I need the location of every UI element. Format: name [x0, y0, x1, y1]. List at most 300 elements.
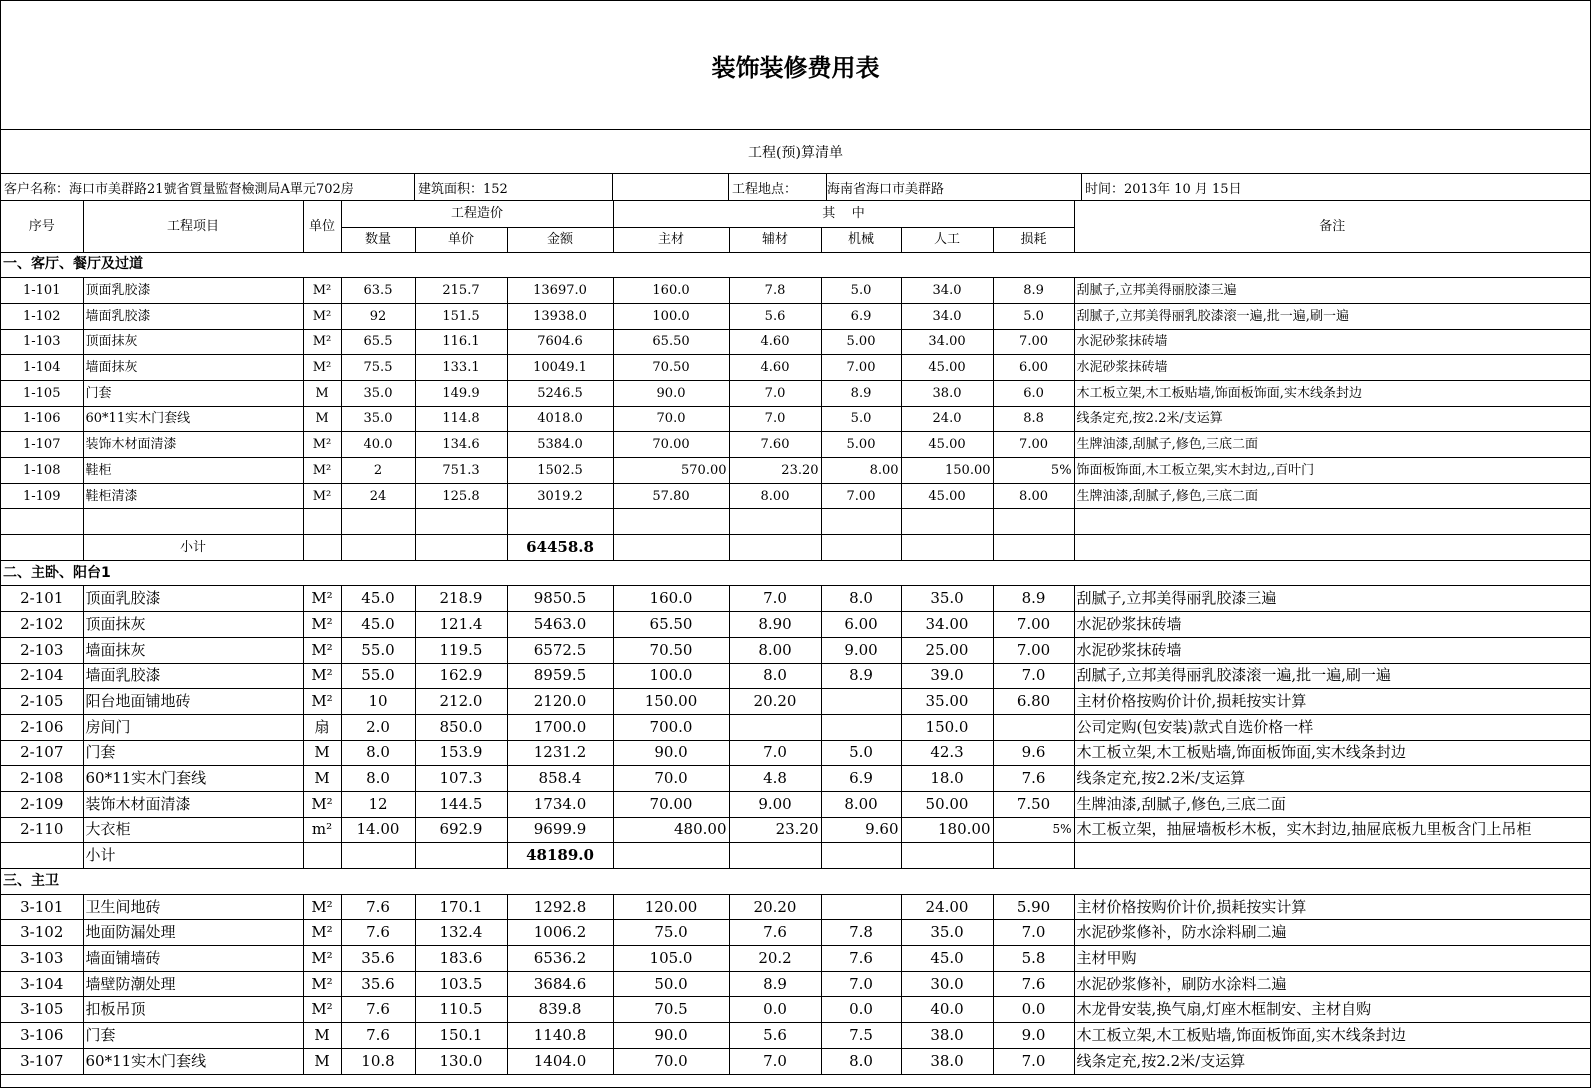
cell-loss: 8.9 [993, 278, 1074, 304]
subtotal-label: 小计 [83, 843, 303, 869]
cell-loss: 6.00 [993, 355, 1074, 381]
cell-amount: 13697.0 [507, 278, 613, 304]
cell-seq: 2-107 [1, 740, 83, 766]
cell-seq: 2-102 [1, 612, 83, 638]
cell-loss: 5% [993, 458, 1074, 484]
cell-unit: M² [303, 637, 341, 663]
cell-price: 215.7 [415, 278, 507, 304]
section-title: 一、客厅、餐厅及过道 [1, 252, 1590, 278]
table-row [1, 483, 1590, 509]
blank-cell [415, 509, 507, 535]
cell-price: 218.9 [415, 586, 507, 612]
cell-seq: 3-106 [1, 1023, 83, 1049]
cell-main: 100.0 [613, 663, 729, 689]
subtotal-label: 小计 [83, 535, 303, 561]
cell-main: 480.00 [613, 817, 729, 843]
cell-main: 120.00 [613, 894, 729, 920]
cell-mach: 8.0 [821, 1048, 901, 1074]
cell-remark: 线条定充,按2.2米/支运算 [1074, 406, 1590, 432]
cell-aux: 20.20 [729, 894, 821, 920]
cell-item: 扣板吊顶 [83, 997, 303, 1023]
cell-aux: 8.9 [729, 971, 821, 997]
cell-labor: 35.00 [901, 689, 993, 715]
header-mach: 机械 [821, 227, 901, 252]
cell-item: 鞋柜 [83, 458, 303, 484]
cell-seq: 3-107 [1, 1048, 83, 1074]
blank-cell [1, 509, 83, 535]
info-row [1, 174, 1590, 201]
table-row [1, 714, 1590, 740]
page-title: 装饰装修费用表 [1, 1, 1590, 130]
cell-aux: 5.6 [729, 1023, 821, 1049]
cell-price: 850.0 [415, 714, 507, 740]
header-item: 工程项目 [83, 201, 303, 252]
cell-item: 60*11实木门套线 [83, 406, 303, 432]
blank-cell [1074, 843, 1590, 869]
cell-unit: M² [303, 278, 341, 304]
cell-loss [993, 714, 1074, 740]
cell-main: 75.0 [613, 920, 729, 946]
blank-cell [993, 509, 1074, 535]
cell-seq: 1-102 [1, 303, 83, 329]
cell-mach: 7.00 [821, 483, 901, 509]
cell-amount: 3684.6 [507, 971, 613, 997]
blank-cell [341, 843, 415, 869]
cell-labor: 18.0 [901, 766, 993, 792]
cell-main: 70.50 [613, 637, 729, 663]
blank-cell [415, 535, 507, 561]
cell-labor: 34.00 [901, 612, 993, 638]
subtotal-amount: 64458.8 [507, 535, 613, 561]
cell-seq: 1-101 [1, 278, 83, 304]
cell-remark: 生牌油漆,刮腻子,修色,三底二面 [1074, 791, 1590, 817]
cell-labor: 150.0 [901, 714, 993, 740]
header-remark: 备注 [1074, 201, 1590, 252]
cell-aux: 8.00 [729, 637, 821, 663]
cell-aux: 7.0 [729, 740, 821, 766]
cell-price: 119.5 [415, 637, 507, 663]
cell-aux: 20.20 [729, 689, 821, 715]
cell-price: 121.4 [415, 612, 507, 638]
header-seq: 序号 [1, 201, 83, 252]
cell-labor: 45.0 [901, 946, 993, 972]
cell-seq: 2-110 [1, 817, 83, 843]
cell-loss: 7.50 [993, 791, 1074, 817]
cell-mach: 0.0 [821, 997, 901, 1023]
cell-unit: M² [303, 663, 341, 689]
cell-item: 顶面乳胶漆 [83, 586, 303, 612]
blank-cell [729, 509, 821, 535]
cell-unit: 扇 [303, 714, 341, 740]
cell-aux: 7.0 [729, 380, 821, 406]
cell-price: 130.0 [415, 1048, 507, 1074]
cell-main: 100.0 [613, 303, 729, 329]
cell-aux: 5.6 [729, 303, 821, 329]
cell-remark: 线条定充,按2.2米/支运算 [1074, 766, 1590, 792]
cell-mach: 7.8 [821, 920, 901, 946]
cell-remark: 线条定充,按2.2米/支运算 [1074, 1048, 1590, 1074]
table-row [1, 355, 1590, 381]
cell-loss: 5.8 [993, 946, 1074, 972]
cell-main: 70.50 [613, 355, 729, 381]
cell-qty: 12 [341, 791, 415, 817]
cell-remark: 木龙骨安装,换气扇,灯座木框制安、主材自购 [1074, 997, 1590, 1023]
cell-qty: 75.5 [341, 355, 415, 381]
blank-cell [993, 843, 1074, 869]
cell-unit: M² [303, 612, 341, 638]
cell-price: 153.9 [415, 740, 507, 766]
cell-mach: 8.00 [821, 458, 901, 484]
cell-amount: 5384.0 [507, 432, 613, 458]
cell-seq: 1-104 [1, 355, 83, 381]
cell-loss: 5% [993, 817, 1074, 843]
cell-labor: 45.00 [901, 355, 993, 381]
cell-qty: 65.5 [341, 329, 415, 355]
table-row [1, 920, 1590, 946]
cell-aux: 0.0 [729, 997, 821, 1023]
blank-cell [901, 843, 993, 869]
cell-remark: 水泥砂浆修补，防水涂料刷二遍 [1074, 920, 1590, 946]
cell-loss: 8.9 [993, 586, 1074, 612]
client-name: 客户名称：海口市美群路21號省質量監督檢測局A單元702房 [1, 174, 415, 200]
cell-qty: 35.6 [341, 946, 415, 972]
table-row [1, 817, 1590, 843]
cell-unit: M² [303, 432, 341, 458]
header-cost: 工程造价 [341, 201, 613, 227]
cell-aux: 8.90 [729, 612, 821, 638]
header-unit: 单位 [303, 201, 341, 252]
cell-mach: 7.6 [821, 946, 901, 972]
cell-loss: 5.90 [993, 894, 1074, 920]
cell-mach: 8.0 [821, 586, 901, 612]
cell-item: 地面防漏处理 [83, 920, 303, 946]
cell-remark: 水泥砂浆抹砖墙 [1074, 612, 1590, 638]
cell-mach: 6.00 [821, 612, 901, 638]
cell-unit: M [303, 380, 341, 406]
cell-remark: 主材价格按购价计价,损耗按实计算 [1074, 689, 1590, 715]
cell-aux: 7.0 [729, 406, 821, 432]
cell-seq: 2-104 [1, 663, 83, 689]
cell-price: 133.1 [415, 355, 507, 381]
table-row [1, 997, 1590, 1023]
cell-remark: 刮腻子,立邦美得丽胶漆三遍 [1074, 278, 1590, 304]
cell-labor: 35.0 [901, 920, 993, 946]
cell-labor: 25.00 [901, 637, 993, 663]
table-row [1, 740, 1590, 766]
cell-main: 57.80 [613, 483, 729, 509]
cell-remark: 生牌油漆,刮腻子,修色,三底二面 [1074, 432, 1590, 458]
site-label: 工程地点： [729, 174, 827, 200]
cell-qty: 45.0 [341, 612, 415, 638]
blank-cell [83, 509, 303, 535]
table-row [1, 432, 1590, 458]
table-row [1, 303, 1590, 329]
cell-mach: 5.0 [821, 406, 901, 432]
cell-seq: 2-105 [1, 689, 83, 715]
cell-loss: 5.0 [993, 303, 1074, 329]
blank-cell [901, 535, 993, 561]
cell-price: 107.3 [415, 766, 507, 792]
cell-aux: 23.20 [729, 817, 821, 843]
cell-labor: 34.00 [901, 329, 993, 355]
cell-remark: 刮腻子,立邦美得丽乳胶漆滚一遍,批一遍,刷一遍 [1074, 303, 1590, 329]
cell-unit: M [303, 766, 341, 792]
cell-item: 墙面乳胶漆 [83, 663, 303, 689]
cell-price: 103.5 [415, 971, 507, 997]
header-main: 主材 [613, 227, 729, 252]
blank-cell [821, 535, 901, 561]
cell-amount: 6572.5 [507, 637, 613, 663]
cell-amount: 5246.5 [507, 380, 613, 406]
cell-item: 鞋柜清漆 [83, 483, 303, 509]
cell-main: 65.50 [613, 612, 729, 638]
cell-item: 顶面抹灰 [83, 612, 303, 638]
cell-qty: 7.6 [341, 894, 415, 920]
cell-qty: 14.00 [341, 817, 415, 843]
cell-remark: 刮腻子,立邦美得丽乳胶漆滚一遍,批一遍,刷一遍 [1074, 663, 1590, 689]
cell-qty: 35.0 [341, 380, 415, 406]
cell-mach: 8.9 [821, 663, 901, 689]
cell-labor: 38.0 [901, 1023, 993, 1049]
cell-labor: 38.0 [901, 380, 993, 406]
cell-loss: 7.0 [993, 663, 1074, 689]
cell-unit: M² [303, 355, 341, 381]
cell-aux: 7.8 [729, 278, 821, 304]
table-row [1, 458, 1590, 484]
cell-aux: 20.2 [729, 946, 821, 972]
cell-seq: 3-104 [1, 971, 83, 997]
cell-aux: 8.00 [729, 483, 821, 509]
cell-amount: 1404.0 [507, 1048, 613, 1074]
blank-cell [1, 535, 83, 561]
cell-remark: 饰面板饰面,木工板立架,实木封边,,百叶门 [1074, 458, 1590, 484]
cell-remark: 公司定购(包安装)款式自选价格一样 [1074, 714, 1590, 740]
cell-item: 顶面乳胶漆 [83, 278, 303, 304]
cell-remark: 水泥砂浆抹砖墙 [1074, 637, 1590, 663]
blank-cell [821, 843, 901, 869]
cell-labor: 50.00 [901, 791, 993, 817]
subtotal-row [1, 535, 1590, 561]
cell-main: 70.0 [613, 1048, 729, 1074]
cell-qty: 92 [341, 303, 415, 329]
cell-item: 阳台地面铺地砖 [83, 689, 303, 715]
header-aux: 辅材 [729, 227, 821, 252]
table-row [1, 612, 1590, 638]
cell-amount: 5463.0 [507, 612, 613, 638]
cell-unit: M² [303, 483, 341, 509]
cell-item: 墙面乳胶漆 [83, 303, 303, 329]
cell-amount: 4018.0 [507, 406, 613, 432]
cell-seq: 2-103 [1, 637, 83, 663]
cell-item: 房间门 [83, 714, 303, 740]
header-loss: 损耗 [993, 227, 1074, 252]
cell-price: 183.6 [415, 946, 507, 972]
cell-qty: 35.6 [341, 971, 415, 997]
section-row [1, 252, 1590, 278]
table-row [1, 637, 1590, 663]
cell-qty: 7.6 [341, 920, 415, 946]
cell-seq: 2-109 [1, 791, 83, 817]
cell-remark: 水泥砂浆修补，刷防水涂料二遍 [1074, 971, 1590, 997]
cell-main: 70.00 [613, 432, 729, 458]
cell-mach: 9.00 [821, 637, 901, 663]
cell-labor: 30.0 [901, 971, 993, 997]
cell-unit: M [303, 1023, 341, 1049]
cell-amount: 8959.5 [507, 663, 613, 689]
cell-unit: M [303, 740, 341, 766]
blank-row [1, 509, 1590, 535]
cell-loss: 7.6 [993, 971, 1074, 997]
cell-item: 墙壁防潮处理 [83, 971, 303, 997]
cell-remark: 主材甲购 [1074, 946, 1590, 972]
cell-amount: 1502.5 [507, 458, 613, 484]
cell-loss: 9.0 [993, 1023, 1074, 1049]
header-amount: 金额 [507, 227, 613, 252]
blank-cell [613, 174, 729, 200]
cell-item: 装饰木材面清漆 [83, 791, 303, 817]
cell-main: 700.0 [613, 714, 729, 740]
cell-amount: 2120.0 [507, 689, 613, 715]
cell-remark: 水泥砂浆抹砖墙 [1074, 329, 1590, 355]
building-area: 建筑面积：152 [415, 174, 613, 200]
cell-mach: 7.0 [821, 971, 901, 997]
table-row [1, 1023, 1590, 1049]
cell-loss: 7.00 [993, 637, 1074, 663]
cell-price: 132.4 [415, 920, 507, 946]
cell-unit: M² [303, 894, 341, 920]
subtotal-row [1, 843, 1590, 869]
cell-seq: 1-109 [1, 483, 83, 509]
blank-cell [729, 535, 821, 561]
table-row [1, 329, 1590, 355]
cell-seq: 2-108 [1, 766, 83, 792]
blank-cell [993, 535, 1074, 561]
cell-item: 卫生间地砖 [83, 894, 303, 920]
cell-amount: 1700.0 [507, 714, 613, 740]
blank-cell [613, 535, 729, 561]
cell-seq: 3-101 [1, 894, 83, 920]
cell-main: 50.0 [613, 971, 729, 997]
cell-amount: 7604.6 [507, 329, 613, 355]
cell-seq: 2-101 [1, 586, 83, 612]
cell-seq: 1-103 [1, 329, 83, 355]
cell-amount: 1006.2 [507, 920, 613, 946]
cell-aux: 7.60 [729, 432, 821, 458]
blank-cell [901, 509, 993, 535]
cell-amount: 13938.0 [507, 303, 613, 329]
cell-amount: 839.8 [507, 997, 613, 1023]
cell-loss: 9.6 [993, 740, 1074, 766]
cell-mach: 8.9 [821, 380, 901, 406]
cell-loss: 8.00 [993, 483, 1074, 509]
cell-amount: 1140.8 [507, 1023, 613, 1049]
table-row [1, 946, 1590, 972]
cell-price: 149.9 [415, 380, 507, 406]
cell-remark: 水泥砂浆抹砖墙 [1074, 355, 1590, 381]
cell-unit: m² [303, 817, 341, 843]
cell-main: 105.0 [613, 946, 729, 972]
cell-item: 大衣柜 [83, 817, 303, 843]
cell-aux: 4.60 [729, 329, 821, 355]
header-of-which: 其 中 [613, 201, 1074, 227]
cell-aux: 7.6 [729, 920, 821, 946]
cell-qty: 40.0 [341, 432, 415, 458]
cell-unit: M² [303, 303, 341, 329]
cell-labor: 35.0 [901, 586, 993, 612]
cell-labor: 39.0 [901, 663, 993, 689]
cell-aux: 4.8 [729, 766, 821, 792]
page-subtitle: 工程(预)算清单 [1, 130, 1590, 174]
cell-qty: 7.6 [341, 997, 415, 1023]
site-value: 海南省海口市美群路 [827, 174, 1082, 200]
cell-item: 装饰木材面清漆 [83, 432, 303, 458]
cell-amount: 1231.2 [507, 740, 613, 766]
table-row [1, 586, 1590, 612]
cell-mach [821, 894, 901, 920]
cell-main: 90.0 [613, 380, 729, 406]
cell-aux: 4.60 [729, 355, 821, 381]
cell-seq: 3-105 [1, 997, 83, 1023]
cell-labor: 180.00 [901, 817, 993, 843]
cell-loss: 6.0 [993, 380, 1074, 406]
cell-labor: 24.0 [901, 406, 993, 432]
cell-main: 160.0 [613, 586, 729, 612]
section-title: 二、主卧、阳台1 [1, 560, 1590, 586]
blank-cell [729, 843, 821, 869]
cell-main: 70.0 [613, 766, 729, 792]
cell-main: 160.0 [613, 278, 729, 304]
cell-labor: 34.0 [901, 303, 993, 329]
table-row [1, 380, 1590, 406]
cell-mach: 5.00 [821, 432, 901, 458]
cell-main: 70.0 [613, 406, 729, 432]
cell-unit: M² [303, 946, 341, 972]
cell-labor: 42.3 [901, 740, 993, 766]
cell-loss: 7.6 [993, 766, 1074, 792]
cell-aux: 7.0 [729, 1048, 821, 1074]
cell-price: 114.8 [415, 406, 507, 432]
blank-cell [303, 509, 341, 535]
cell-seq: 3-103 [1, 946, 83, 972]
table-row [1, 1048, 1590, 1074]
table-row [1, 766, 1590, 792]
cell-price: 170.1 [415, 894, 507, 920]
cell-aux: 9.00 [729, 791, 821, 817]
cell-mach: 7.00 [821, 355, 901, 381]
blank-cell [303, 535, 341, 561]
cell-mach: 5.0 [821, 278, 901, 304]
cell-remark: 木工板立架,木工板贴墙,饰面板饰面,实木线条封边 [1074, 1023, 1590, 1049]
cell-qty: 55.0 [341, 637, 415, 663]
cell-aux: 8.0 [729, 663, 821, 689]
cell-unit: M² [303, 586, 341, 612]
cell-remark: 刮腻子,立邦美得丽乳胶漆三遍 [1074, 586, 1590, 612]
cell-mach: 5.0 [821, 740, 901, 766]
cell-unit: M² [303, 329, 341, 355]
cell-seq: 1-105 [1, 380, 83, 406]
cell-aux: 7.0 [729, 586, 821, 612]
cell-mach [821, 714, 901, 740]
cell-amount: 9850.5 [507, 586, 613, 612]
table-row [1, 406, 1590, 432]
cell-qty: 8.0 [341, 740, 415, 766]
cell-price: 151.5 [415, 303, 507, 329]
cell-qty: 2 [341, 458, 415, 484]
blank-cell [1, 843, 83, 869]
cell-main: 150.00 [613, 689, 729, 715]
header-qty: 数量 [341, 227, 415, 252]
cell-amount: 6536.2 [507, 946, 613, 972]
